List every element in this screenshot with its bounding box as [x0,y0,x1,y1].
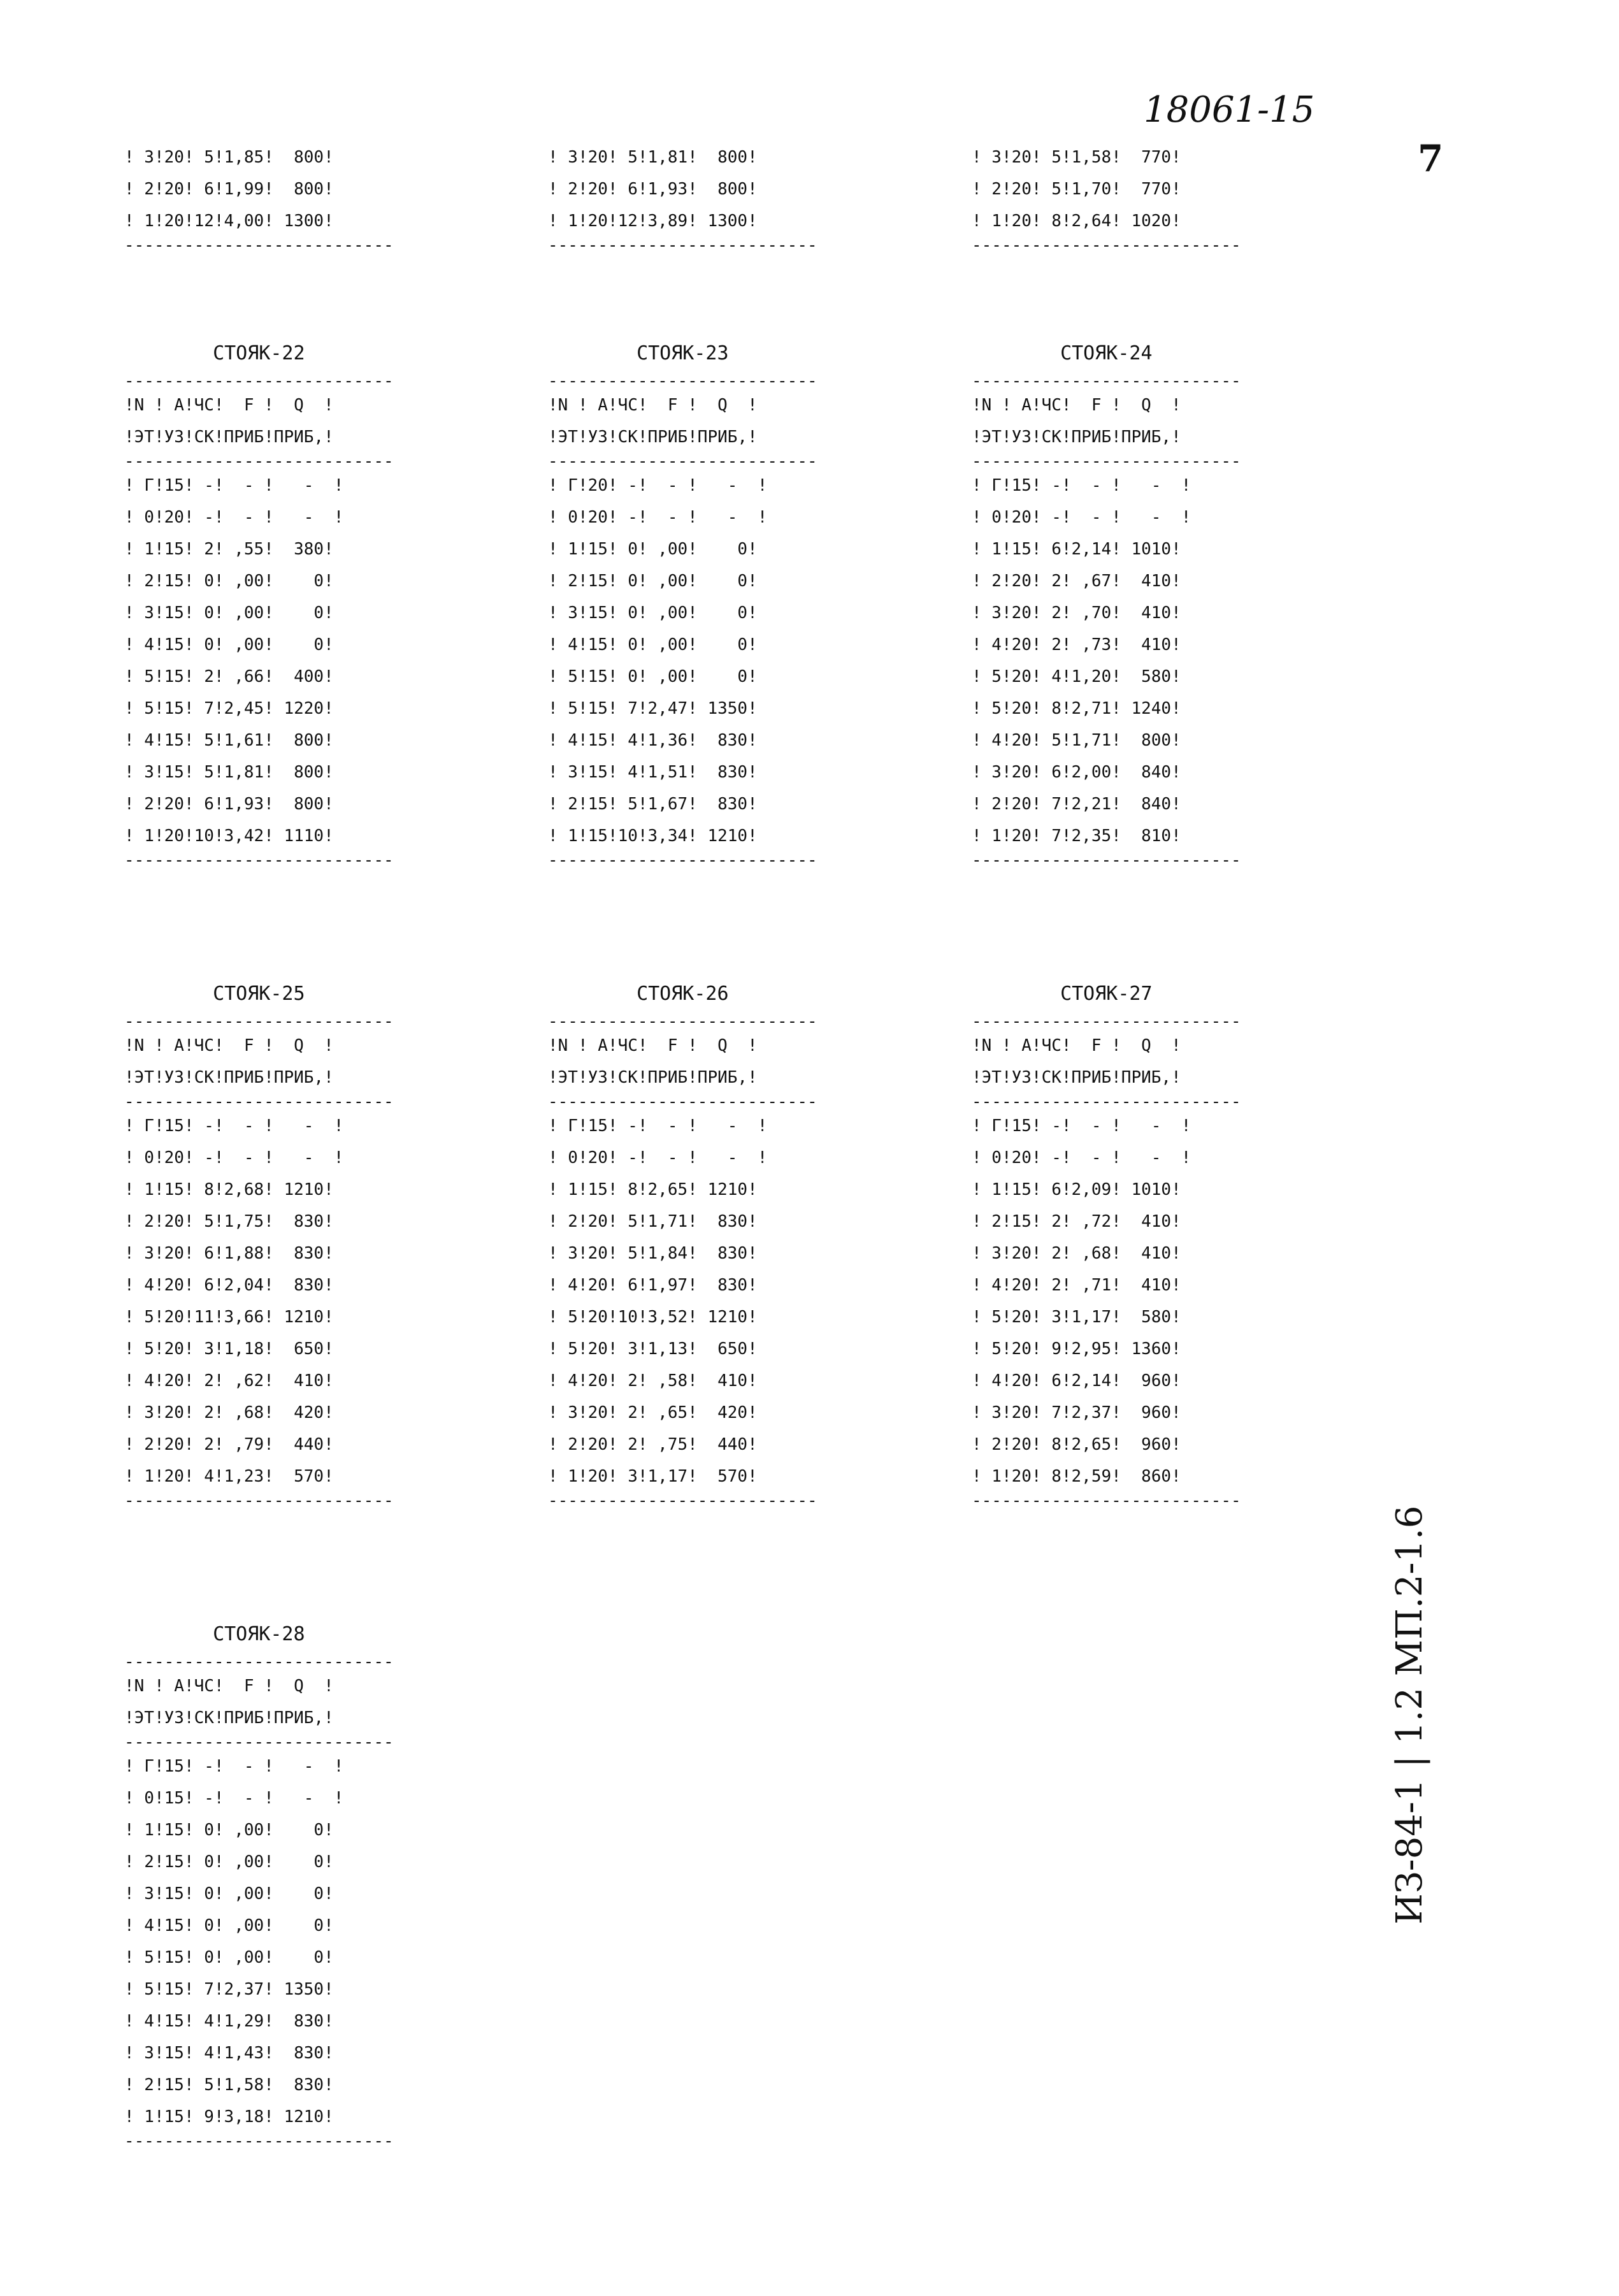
table-title: СТОЯК-27 [1060,983,1153,1005]
table-row: ! 5!20! 9!2,95! 1360! [972,1339,1181,1359]
top-fragment-col-1 [124,141,394,254]
table-header-line: !ЭТ!УЗ!СК!ПРИБ!ПРИБ,! [548,428,758,447]
table-stoyak-24 [972,335,1241,869]
table-row: ! 4!20! 6!2,04! 830! [124,1276,334,1295]
table-row: ! 1!15! 9!3,18! 1210! [124,2107,334,2126]
table-row: ! 3!20! 2! ,68! 420! [124,1403,334,1422]
table-row: ! Г!20! -! - ! - ! [548,476,768,495]
table-header-rule: --------------------------- [548,1094,817,1110]
table-stoyak-28 [124,1615,394,2149]
table-row: ! 0!20! -! - ! - ! [548,1148,768,1167]
table-header-line: !ЭТ!УЗ!СК!ПРИБ!ПРИБ,! [548,1068,758,1087]
table-row: ! 5!20!10!3,52! 1210! [548,1308,758,1327]
table-row: ! 0!20! -! - ! - ! [972,508,1191,527]
table-title: СТОЯК-23 [637,342,729,365]
table-row: ! 4!20! 2! ,73! 410! [972,635,1181,654]
table-header-line: !N ! А!ЧС! F ! Q ! [124,1036,334,1055]
table-row: ! 3!20! 2! ,70! 410! [972,603,1181,623]
table-header-rule: --------------------------- [124,453,394,470]
document-number: 18061-15 [1144,89,1315,131]
table-row: ! Г!15! -! - ! - ! [124,476,344,495]
table-row: ! Г!15! -! - ! - ! [972,476,1191,495]
table-row: ! 3!20! 5!1,84! 830! [548,1244,758,1263]
table-top-rule: --------------------------- [548,373,817,389]
table-row: ! 1!15! 6!2,14! 1010! [972,540,1181,559]
table-row: ! 1!20! 3!1,17! 570! [548,1467,758,1486]
table-row: ! 3!20! 7!2,37! 960! [972,1403,1181,1422]
table-header-line: !ЭТ!УЗ!СК!ПРИБ!ПРИБ,! [124,428,334,447]
table-bottom-rule: --------------------------- [548,852,817,869]
table-row: ! 3!15! 5!1,81! 800! [124,763,334,782]
table-stoyak-27 [972,975,1241,1509]
table-row: ! 4!15! 4!1,36! 830! [548,731,758,750]
table-row: ! 5!15! 0! ,00! 0! [124,1948,334,1967]
table-header-line: !N ! А!ЧС! F ! Q ! [548,1036,758,1055]
table-row: ! 3!15! 0! ,00! 0! [548,603,758,623]
table-row: ! 4!20! 2! ,71! 410! [972,1276,1181,1295]
table-row: ! 1!15! 8!2,68! 1210! [124,1180,334,1199]
table-row: ! 4!15! 0! ,00! 0! [124,1916,334,1935]
table-header-rule: --------------------------- [548,453,817,470]
table-row: ! 2!20! 5!1,71! 830! [548,1212,758,1231]
table-row: ! 2!20! 7!2,21! 840! [972,795,1181,814]
table-row: ! 2!20! 6!1,99! 800! [124,180,334,199]
table-title: СТОЯК-25 [213,983,305,1005]
table-row: ! 0!20! -! - ! - ! [548,508,768,527]
table-row: ! 2!20! 5!1,70! 770! [972,180,1181,199]
table-bottom-rule: --------------------------- [972,852,1241,869]
table-row: ! 4!15! 5!1,61! 800! [124,731,334,750]
table-bottom-rule: --------------------------- [124,852,394,869]
table-row: ! 4!15! 4!1,29! 830! [124,2012,334,2031]
table-row: ! 3!20! 6!1,88! 830! [124,1244,334,1263]
table-header-line: !N ! А!ЧС! F ! Q ! [972,1036,1181,1055]
table-row: ! 5!20! 8!2,71! 1240! [972,699,1181,718]
table-row: ! 4!20! 6!2,14! 960! [972,1371,1181,1390]
table-row: ! 2!20! 6!1,93! 800! [548,180,758,199]
table-title: СТОЯК-28 [213,1623,305,1645]
table-row: ! Г!15! -! - ! - ! [548,1116,768,1136]
table-row: ! 2!15! 5!1,67! 830! [548,795,758,814]
table-top-rule: --------------------------- [972,373,1241,389]
table-row: ! 3!20! 5!1,58! 770! [972,148,1181,167]
table-row: ! 1!20!12!4,00! 1300! [124,212,334,231]
table-row: ! 3!15! 0! ,00! 0! [124,603,334,623]
table-row: ! 1!20! 4!1,23! 570! [124,1467,334,1486]
table-stoyak-25 [124,975,394,1509]
table-header-line: !ЭТ!УЗ!СК!ПРИБ!ПРИБ,! [972,1068,1181,1087]
table-stoyak-22 [124,335,394,869]
table-row: ! 1!20! 7!2,35! 810! [972,827,1181,846]
table-row: ! 1!20! 8!2,64! 1020! [972,212,1181,231]
table-title: СТОЯК-26 [637,983,729,1005]
table-row: ! 4!15! 0! ,00! 0! [548,635,758,654]
table-row: ! 2!15! 5!1,58! 830! [124,2076,334,2095]
table-row: ! 2!15! 0! ,00! 0! [124,1852,334,1872]
table-bottom-rule: --------------------------- [972,237,1241,254]
table-header-line: !ЭТ!УЗ!СК!ПРИБ!ПРИБ,! [124,1068,334,1087]
table-row: ! 0!20! -! - ! - ! [124,1148,344,1167]
top-fragment-col-2 [548,141,817,254]
table-row: ! 0!20! -! - ! - ! [124,508,344,527]
table-row: ! 2!20! 2! ,75! 440! [548,1435,758,1454]
table-row: ! 5!20! 4!1,20! 580! [972,667,1181,686]
table-row: ! 3!20! 6!2,00! 840! [972,763,1181,782]
table-header-rule: --------------------------- [972,1094,1241,1110]
table-row: ! 4!15! 0! ,00! 0! [124,635,334,654]
table-top-rule: --------------------------- [548,1013,817,1030]
table-top-rule: --------------------------- [124,373,394,389]
table-header-line: !ЭТ!УЗ!СК!ПРИБ!ПРИБ,! [124,1708,334,1728]
table-row: ! 5!15! 7!2,37! 1350! [124,1980,334,1999]
page-number: 7 [1418,137,1444,180]
table-header-rule: --------------------------- [124,1734,394,1751]
table-header-line: !N ! А!ЧС! F ! Q ! [548,396,758,415]
table-row: ! 1!15! 2! ,55! 380! [124,540,334,559]
table-header-line: !N ! А!ЧС! F ! Q ! [972,396,1181,415]
table-header-line: !N ! А!ЧС! F ! Q ! [124,396,334,415]
table-title: СТОЯК-24 [1060,342,1153,365]
table-row: ! 5!15! 7!2,47! 1350! [548,699,758,718]
top-fragment-col-3 [972,141,1241,254]
table-row: ! 2!15! 0! ,00! 0! [124,572,334,591]
table-row: ! 3!20! 5!1,85! 800! [124,148,334,167]
table-row: ! 1!20!10!3,42! 1110! [124,827,334,846]
table-bottom-rule: --------------------------- [972,1492,1241,1509]
table-row: ! 3!15! 4!1,43! 830! [124,2044,334,2063]
table-row: ! Г!15! -! - ! - ! [972,1116,1191,1136]
table-bottom-rule: --------------------------- [124,2133,394,2149]
table-row: ! 2!20! 6!1,93! 800! [124,795,334,814]
table-header-rule: --------------------------- [972,453,1241,470]
table-row: ! 5!20! 3!1,18! 650! [124,1339,334,1359]
table-bottom-rule: --------------------------- [124,237,394,254]
table-row: ! 4!20! 2! ,58! 410! [548,1371,758,1390]
table-row: ! 3!15! 4!1,51! 830! [548,763,758,782]
table-header-line: !ЭТ!УЗ!СК!ПРИБ!ПРИБ,! [972,428,1181,447]
table-row: ! Г!15! -! - ! - ! [124,1116,344,1136]
table-row: ! 1!20!12!3,89! 1300! [548,212,758,231]
table-stoyak-23 [548,335,817,869]
table-bottom-rule: --------------------------- [548,237,817,254]
table-top-rule: --------------------------- [124,1654,394,1670]
side-document-code: ИЗ-84-1 | 1.2 МП.2-1.6 [1389,1505,1430,1924]
table-row: ! 5!20!11!3,66! 1210! [124,1308,334,1327]
table-header-rule: --------------------------- [124,1094,394,1110]
table-row: ! 4!20! 6!1,97! 830! [548,1276,758,1295]
table-row: ! 5!20! 3!1,17! 580! [972,1308,1181,1327]
table-row: ! Г!15! -! - ! - ! [124,1757,344,1776]
table-row: ! 2!20! 2! ,67! 410! [972,572,1181,591]
table-top-rule: --------------------------- [972,1013,1241,1030]
table-title: СТОЯК-22 [213,342,305,365]
table-row: ! 4!20! 5!1,71! 800! [972,731,1181,750]
table-bottom-rule: --------------------------- [548,1492,817,1509]
table-row: ! 2!20! 2! ,79! 440! [124,1435,334,1454]
table-row: ! 1!15!10!3,34! 1210! [548,827,758,846]
table-row: ! 2!20! 5!1,75! 830! [124,1212,334,1231]
table-top-rule: --------------------------- [124,1013,394,1030]
table-row: ! 2!15! 2! ,72! 410! [972,1212,1181,1231]
table-row: ! 0!15! -! - ! - ! [124,1789,344,1808]
table-row: ! 1!15! 0! ,00! 0! [548,540,758,559]
table-stoyak-26 [548,975,817,1509]
table-row: ! 3!20! 2! ,65! 420! [548,1403,758,1422]
table-row: ! 3!15! 0! ,00! 0! [124,1884,334,1903]
table-row: ! 4!20! 2! ,62! 410! [124,1371,334,1390]
table-row: ! 2!20! 8!2,65! 960! [972,1435,1181,1454]
table-header-line: !N ! А!ЧС! F ! Q ! [124,1677,334,1696]
table-row: ! 1!20! 8!2,59! 860! [972,1467,1181,1486]
table-row: ! 5!15! 2! ,66! 400! [124,667,334,686]
table-row: ! 1!15! 0! ,00! 0! [124,1821,334,1840]
table-row: ! 0!20! -! - ! - ! [972,1148,1191,1167]
table-bottom-rule: --------------------------- [124,1492,394,1509]
table-row: ! 3!20! 5!1,81! 800! [548,148,758,167]
table-row: ! 5!15! 7!2,45! 1220! [124,699,334,718]
table-row: ! 3!20! 2! ,68! 410! [972,1244,1181,1263]
table-row: ! 5!15! 0! ,00! 0! [548,667,758,686]
table-row: ! 2!15! 0! ,00! 0! [548,572,758,591]
table-row: ! 1!15! 6!2,09! 1010! [972,1180,1181,1199]
table-row: ! 1!15! 8!2,65! 1210! [548,1180,758,1199]
table-row: ! 5!20! 3!1,13! 650! [548,1339,758,1359]
